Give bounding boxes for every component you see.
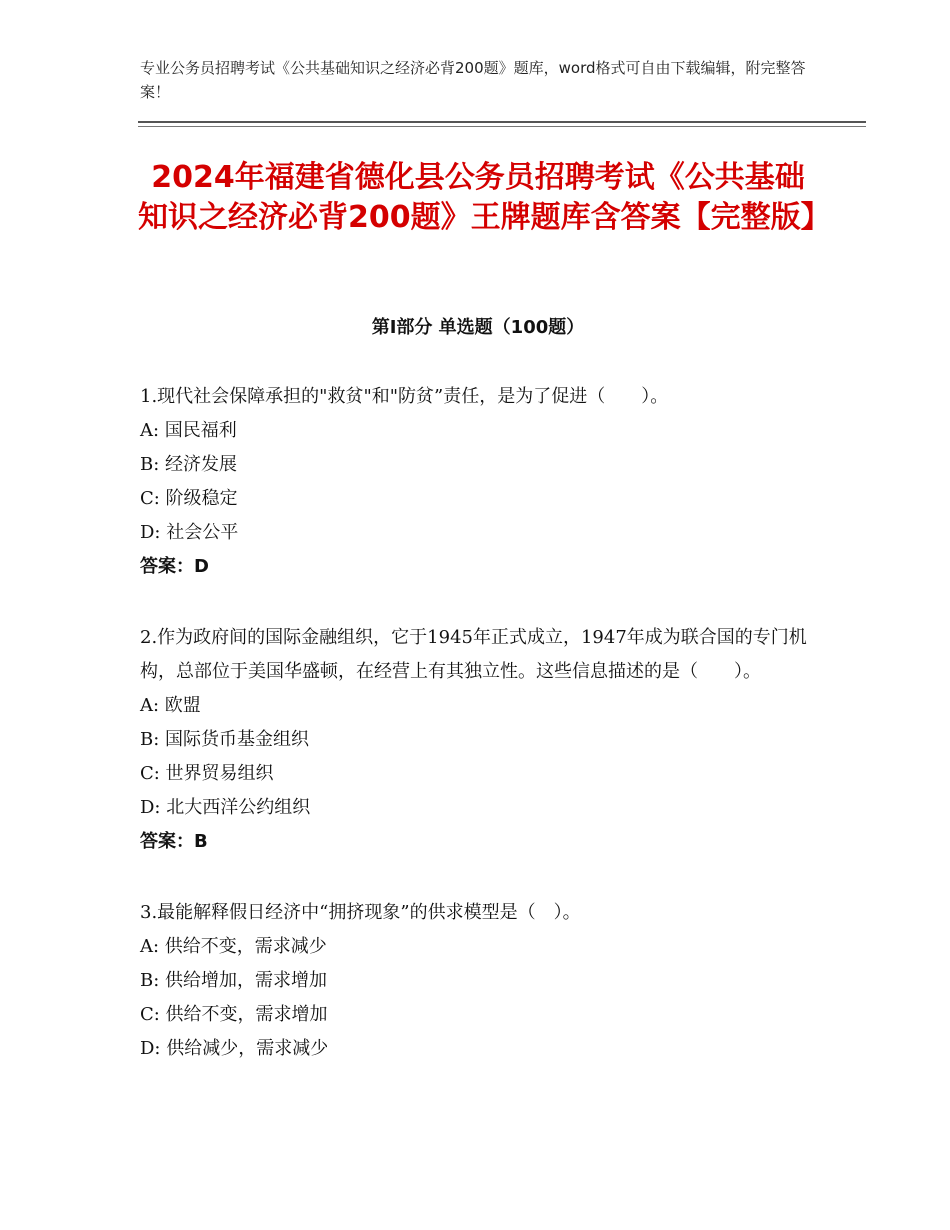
answer: 答案：D bbox=[140, 556, 209, 577]
option-a: A: 欧盟 bbox=[140, 695, 201, 716]
header-rule-thin bbox=[138, 126, 866, 127]
option-d: D: 供给减少，需求减少 bbox=[140, 1038, 329, 1059]
question-stem: 2.作为政府间的国际金融组织，它于1945年正式成立，1947年成为联合国的专门机构，总部位于美国华盛顿，在经营上有其独立性。这些信息描述的是（ ）。 bbox=[140, 627, 807, 682]
header-note: 专业公务员招聘考试《公共基础知识之经济必背200题》题库，word格式可自由下载编辑，附完整答案！ bbox=[140, 59, 806, 101]
header-rule-thick bbox=[138, 121, 866, 123]
question-stem: 1.现代社会保障承担的"救贫"和"防贫”责任，是为了促进（ ）。 bbox=[140, 386, 669, 407]
question-2 bbox=[140, 621, 820, 859]
question-stem: 3.最能解释假日经济中“拥挤现象”的供求模型是（ ）。 bbox=[140, 902, 581, 923]
option-d: D: 北大西洋公约组织 bbox=[140, 797, 311, 818]
option-d: D: 社会公平 bbox=[140, 522, 239, 543]
document-title: 2024年福建省德化县公务员招聘考试《公共基础知识之经济必背200题》王牌题库含答案【完整版】 bbox=[138, 160, 831, 235]
option-a: A: 供给不变，需求减少 bbox=[140, 936, 327, 957]
option-c: C: 供给不变，需求增加 bbox=[140, 1004, 328, 1025]
question-3 bbox=[140, 896, 820, 1066]
option-b: B: 国际货币基金组织 bbox=[140, 729, 310, 750]
answer: 答案：B bbox=[140, 831, 208, 852]
question-1 bbox=[140, 380, 820, 584]
section-heading: 第Ⅰ部分 单选题（100题） bbox=[371, 317, 585, 338]
question-list bbox=[140, 380, 820, 1103]
option-c: C: 阶级稳定 bbox=[140, 488, 238, 509]
option-a: A: 国民福利 bbox=[140, 420, 237, 441]
option-b: B: 供给增加，需求增加 bbox=[140, 970, 328, 991]
option-b: B: 经济发展 bbox=[140, 454, 238, 475]
option-c: C: 世界贸易组织 bbox=[140, 763, 274, 784]
